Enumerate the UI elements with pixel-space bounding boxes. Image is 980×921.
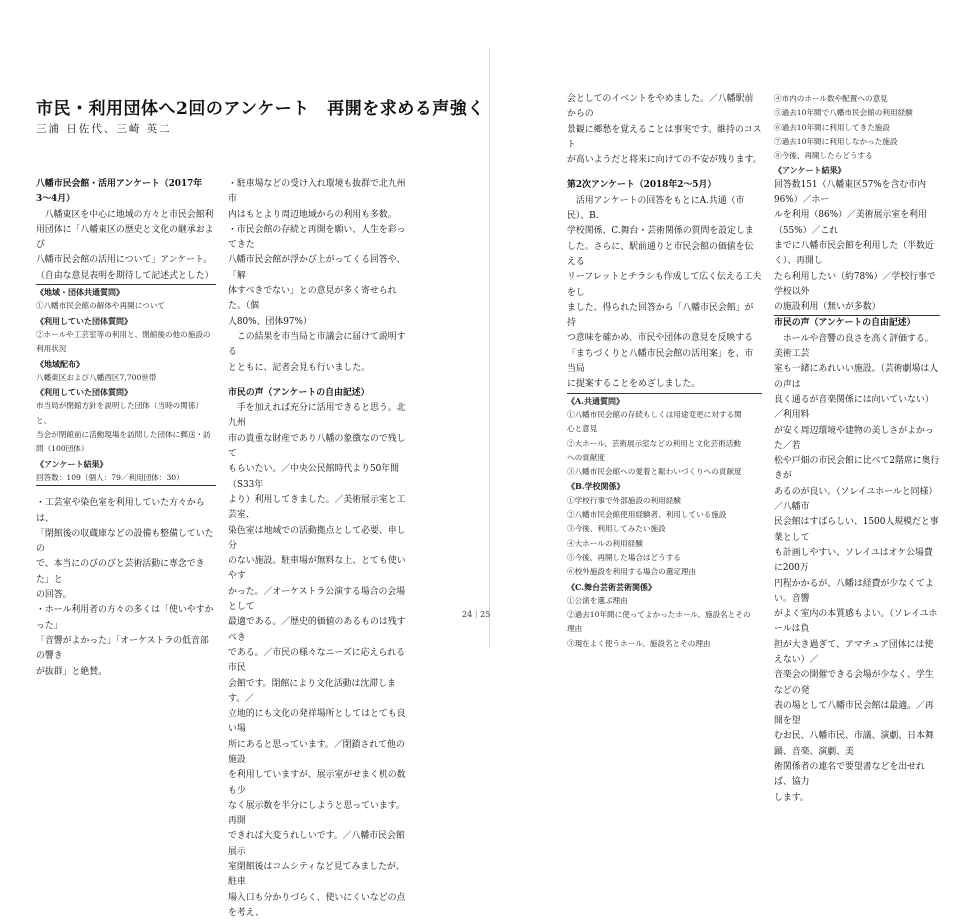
paragraph-line: あるのが良い。（ソレイユホールと同様）／八幡市 (774, 486, 938, 513)
paragraph-line: 良く通るが音楽関係には向いていない）／利用料 (774, 394, 934, 421)
paragraph-line: 会としてのイベントをやめました。／八幡駅前からの (567, 94, 754, 120)
paragraph-line: 音楽会の開催できる会場が少なく、学生などの発 (774, 670, 934, 696)
paragraph-line: なく展示数を半分にしようと思っています。再開 (228, 800, 405, 827)
paragraph-line: 染色室は地域での活動拠点として必要、申し分 (228, 525, 406, 551)
box-line: ⑧今後、再開したらどうする (774, 151, 873, 161)
paragraph-line: 最適である。／歴史的価値のあるものは残すべき (228, 617, 406, 643)
box-heading: 《A.共通質問》 (567, 395, 624, 406)
box-line: ⑤過去10年間で八幡市民会館の利用経験 (774, 108, 913, 118)
paragraph-line: もらいたい。／中央公民館時代より50年間（S33年 (228, 464, 400, 490)
paragraph-line: ・ホール利用者の方々の多くは「使いやすかった」 (36, 605, 214, 631)
box-line: ④市内のホール数や配置への意見 (774, 94, 888, 103)
box-line: ①学校行事で外部施設の利用経験 (567, 495, 681, 505)
paragraph-line: 内はもとより周辺地域からの利用も多数。 (228, 209, 397, 220)
paragraph-line: 術関係者の連名で要望書などを出せれば、協力 (774, 762, 925, 788)
paragraph-line: 八幡市民会館が浮かび上がってくる回答や、「解 (228, 255, 406, 281)
paragraph-line: 場入口も分かりづらく、使いにくいなどの点を考え、 (228, 892, 406, 918)
paragraph-line: 室も一緒にあれいい施設。（芸術劇場は人の声は (774, 364, 939, 390)
paragraph-line: が安く周辺環境や建物の美しさがよかった／若 (774, 425, 934, 451)
paragraph-line: より）利用してきました。／美術展示室と工芸室、 (228, 494, 406, 521)
box-line: ①八幡市民会館の存続もしくは用途変更に対する関 (567, 409, 742, 419)
middle-column (228, 177, 411, 921)
paragraph-line: リーフレットとチラシも作成して広く伝える工夫をし (567, 272, 762, 298)
paragraph-line: のない施設。駐車場が無料な上、とても使いやす (228, 556, 406, 582)
paragraph-line: 円程かかるが、八幡は経費が少なくてよい。音響 (774, 578, 934, 604)
paragraph-line: 用団体に「八幡東区の歴史と文化の継承および (36, 224, 214, 251)
section-heading: 八幡市民会館・活用アンケート（2017年3〜4月） (36, 179, 203, 205)
paragraph-line: 松や戸畑の市民会館に比べて2階席に奥行きが (774, 456, 940, 482)
paragraph-line: 景観に郷愁を覚えることは事実です。維持のコスト (567, 124, 762, 150)
paragraph-line: します。 (774, 792, 809, 803)
results-line: ルを利用（86%）／美術展示室を利用（55%）／これ (774, 210, 927, 236)
left-column (36, 177, 216, 680)
box-line: 理由 (567, 624, 583, 634)
results-line: たら利用したい（約78%）／学校行事で学校以外 (774, 271, 936, 297)
paragraph-line: も計画しやすい、ソレイユはオケ公場費に200万 (774, 547, 933, 574)
box-line: ③現在よく使うホール、施設名とその理由 (567, 638, 711, 648)
results-line: の施設利用（無いが多数） (774, 302, 881, 313)
paragraph-line: ・工芸室や染色室を利用していた方々からは、 (36, 498, 205, 524)
box-line: 問（100団体） (36, 444, 89, 454)
paragraph-line: 表の場として八幡市民会館は最適。／再開を望 (774, 700, 934, 727)
box-line: ①公演を選ぶ理由 (567, 595, 628, 605)
paragraph-line: ホールや音響の良さを高く評価する。美術工芸 (774, 333, 934, 360)
paragraph-line: 担が大き過ぎて、アマチュア団体には使えない）／ (774, 639, 934, 665)
paragraph-line: 所にあると思っています。／閉鎖されて他の施設 (228, 739, 405, 765)
box-line: 回答数：109（個人：79／利用団体：30） (36, 472, 184, 482)
paragraph-line: が高いようだと将来に向けての不安が残ります。 (567, 155, 762, 166)
paragraph-line: 学校関係、C.舞台・芸術関係の質問を設定しま (567, 226, 754, 237)
paragraph-line: 「閉館後の収蔵庫などの設備も整備していたの (36, 528, 214, 555)
box-heading: 《地域配布》 (36, 358, 84, 369)
box-line: への貢献度 (567, 452, 605, 462)
box-line: ⑥校外施設を利用する場合の選定理由 (567, 567, 697, 577)
box-line: ③八幡市民会館への愛着と賑わいづくりへの貢献度 (567, 467, 742, 477)
paragraph-line: とともに、記者会見も行いました。 (228, 362, 370, 373)
paragraph-line: ・市民会館の存続と再開を願い、人生を彩ってきた (228, 224, 406, 251)
paragraph-line: で、本当にのびのびと芸術活動に専念できた」と (36, 559, 205, 585)
paragraph-line: の回答。 (36, 590, 72, 601)
box-line: ②過去10年間に使ってよかったホール、施設名とその (567, 610, 751, 620)
box-line: ④大ホールの利用経験 (567, 538, 643, 548)
box-heading: 《利用していた団体質問》 (36, 387, 132, 398)
box-heading: 《地域・団体共通質問》 (36, 287, 124, 298)
box-line: ⑦過去10年間に利用しなかった施設 (774, 136, 898, 146)
box-heading: 《C.舞台芸術芸術関係》 (567, 581, 657, 592)
box-line: 市当局が閉館方針を説明した団体（当時の関係）と、 (36, 401, 204, 425)
box-line: 心と意見 (567, 424, 598, 434)
box-heading: 《利用していた団体質問》 (36, 315, 132, 326)
box-line: ②大ホール、芸術展示室などの利用と文化芸術活動 (567, 438, 741, 448)
paragraph-line: 市の貴重な財産であり八幡の象徴なので残して (228, 433, 406, 460)
paragraph-line: 八幡東区を中心に地域の方々と市民会館利 (36, 209, 214, 220)
paragraph-line: この結果を市当局と市議会に届けて説明する (228, 331, 406, 358)
page-number: 24｜25 (462, 610, 491, 619)
paragraph-line: 室閉館後はコムシティなど見てみましたが、駐車 (228, 862, 405, 888)
question-box (567, 394, 762, 651)
box-line: ③今後、利用してみたい施設 (567, 524, 666, 534)
article-authors: 三浦 日佐代、三崎 英二 (36, 123, 172, 135)
box-heading: 《アンケート結果》 (774, 165, 846, 176)
results-line: までに八幡市民会館を利用した（半数近く）、再開し (774, 240, 934, 267)
paragraph-line: 手を加えれば充分に活用できると思う。北九州 (228, 403, 406, 429)
paragraph-line: ・駐車場などの受け入れ環境も抜群で北九州市 (228, 179, 406, 205)
paragraph-line: 民会館はすばらしい、1500人規模だと事業として (774, 517, 939, 543)
paragraph-line: がよく室内の本質感もよい。（ソレイユホールは負 (774, 609, 938, 635)
box-line: 利用状況 (36, 344, 67, 354)
box-heading: 《アンケート結果》 (36, 458, 108, 469)
paragraph-line: つ意味を確かめ、市民や団体の意見を反映する (567, 333, 754, 344)
article-title: 市民・利用団体へ2回のアンケート 再開を求める声強く (36, 99, 485, 119)
paragraph-line: が抜群」と絶賛。 (36, 666, 107, 677)
paragraph-line: を利用していますが、展示室がせまく机の数も少 (228, 770, 406, 796)
paragraph-line: 「音響がよかった」「オーケストラの低音部の響き (36, 635, 209, 662)
page-gutter (489, 48, 490, 648)
paragraph-line: 八幡市民会館の活用について」アンケート。 (36, 255, 212, 266)
paragraph-line: 体すべきでない」との意見が多く寄せられた。（個 (228, 286, 397, 312)
paragraph-line: できれば大変うれしいです。／八幡市民会館展示 (228, 831, 405, 857)
paragraph-line: である。／市民の様々なニーズに応えられる市民 (228, 647, 406, 674)
paragraph-line: 人80%、団体97%） (228, 316, 312, 327)
question-box-continued (774, 92, 940, 178)
paragraph-line: むお民、八幡市民、市議、演劇、日本舞踊、音楽、演劇、美 (774, 731, 934, 757)
box-line: ①八幡市民会館の解体や再開について (36, 301, 165, 311)
box-line: ②ホールや工芸室等の利用と、閉館後の他の施設の (36, 329, 211, 339)
box-line: ②八幡市民会館使用経験者、利用している施設 (567, 510, 727, 520)
right-column-1 (567, 92, 762, 651)
paragraph-line: 立地的にも文化の発祥場所としてはとても良い場 (228, 709, 406, 735)
box-line: 八幡東区および八幡西区7,700世帯 (36, 372, 157, 382)
box-heading: 《B.学校関係》 (567, 481, 625, 492)
right-column-2 (774, 92, 940, 806)
box-line: 当会が閉館前に活動現場を訪問した団体に郵送・訪 (36, 430, 211, 440)
section-heading: 第2次アンケート（2018年2〜5月） (567, 180, 717, 191)
section-heading: 市民の声（アンケートの自由記述） (228, 387, 370, 398)
paragraph-line: した。さらに、駅前通りと市民会館の価値を伝える (567, 241, 754, 267)
note-line: （自由な意見表明を期待して記述式とした） (36, 270, 214, 281)
results-line: 回答数151（八幡東区57%を含む市内96%）／ホー (774, 179, 927, 206)
paragraph-line: 「まちづくりと八幡市民会館の活用案」を、市当局 (567, 348, 754, 375)
paragraph-line: 活用アンケートの回答をもとにA.共通（市民）、B. (567, 195, 745, 222)
paragraph-line: 会館です。閉館により文化活動は沈滞します。／ (228, 678, 396, 704)
section-heading: 市民の声（アンケートの自由記述） (774, 318, 916, 329)
box-line: ⑤今後、再開した場合はどうする (567, 552, 681, 562)
paragraph-line: かった。／オーケストラ公演する場合の会場として (228, 586, 406, 613)
paragraph-line: に提案することをめざしました。 (567, 379, 701, 390)
question-box (36, 285, 216, 485)
box-line: ⑥過去10年間に利用してきた施設 (774, 122, 890, 132)
paragraph-line: ました。得られた回答から「八幡市民会館」が持 (567, 302, 754, 329)
